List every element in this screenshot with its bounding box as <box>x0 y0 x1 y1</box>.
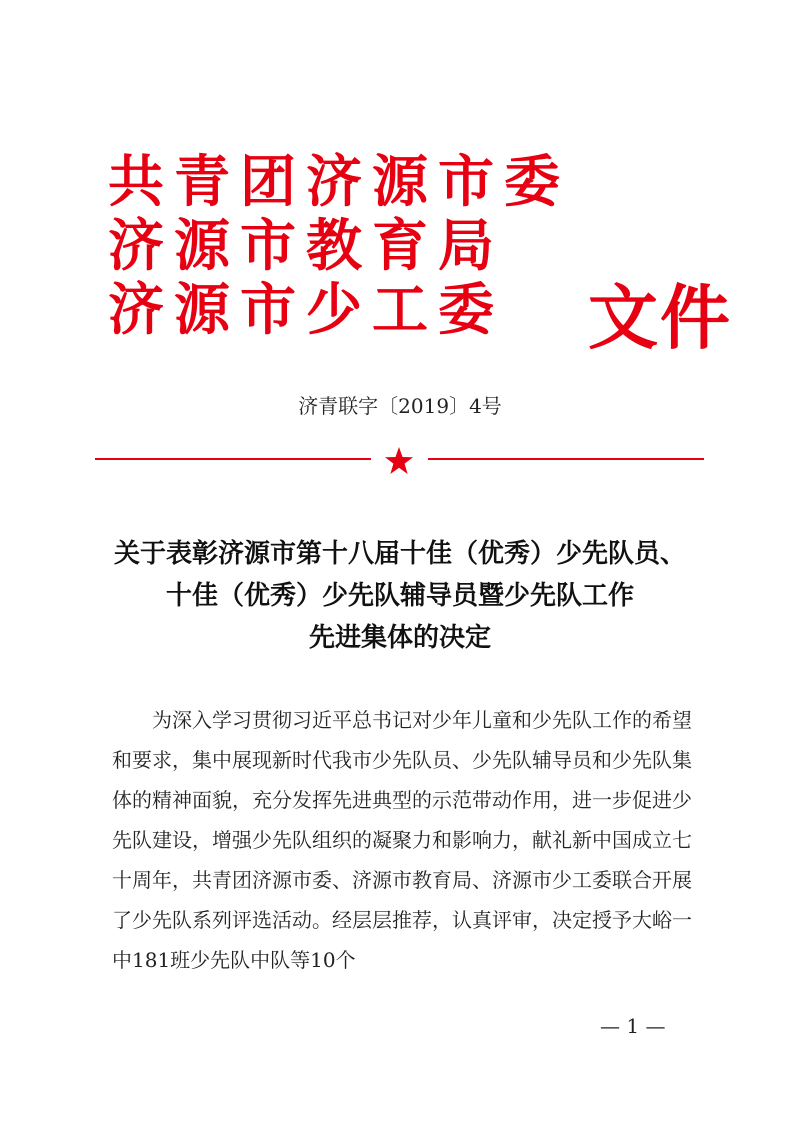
issuer-line-3: 济源市少工委 <box>108 277 504 343</box>
header-rule-left <box>95 458 371 460</box>
document-label: 文件 <box>588 276 732 359</box>
page-number: — 1 — <box>600 1014 666 1038</box>
issuer-block <box>108 150 570 342</box>
title-line-3: 先进集体的决定 <box>308 623 491 653</box>
body-paragraph: 为深入学习贯彻习近平总书记对少年儿童和少先队工作的希望和要求，集中展现新时代我市少先队员、少先队辅导员和少先队集体的精神面貌，充分发挥先进典型的示范带动作用，进一步促进少先队建设，增强少先队组织的凝聚力和影响力，献礼新中国成立七十周年，共青团济源市委、济源市教育局、济源市少工委联合开展了少先队系列评选活动。经层层推荐，认真评审，决定授予大峪一中181班少先队中队等10个 <box>112 708 692 972</box>
header-rule-right <box>428 458 704 460</box>
body-text <box>112 700 692 980</box>
star-icon <box>384 447 414 475</box>
document-title <box>60 533 740 659</box>
title-line-1: 关于表彰济源市第十八届十佳（优秀）少先队员、 <box>113 539 686 569</box>
document-number: 济青联字〔2019〕4号 <box>298 394 502 418</box>
issuer-line-2: 济源市教育局 <box>108 213 504 279</box>
issuer-line-1: 共青团济源市委 <box>108 149 570 215</box>
title-line-2: 十佳（优秀）少先队辅导员暨少先队工作 <box>165 581 634 611</box>
